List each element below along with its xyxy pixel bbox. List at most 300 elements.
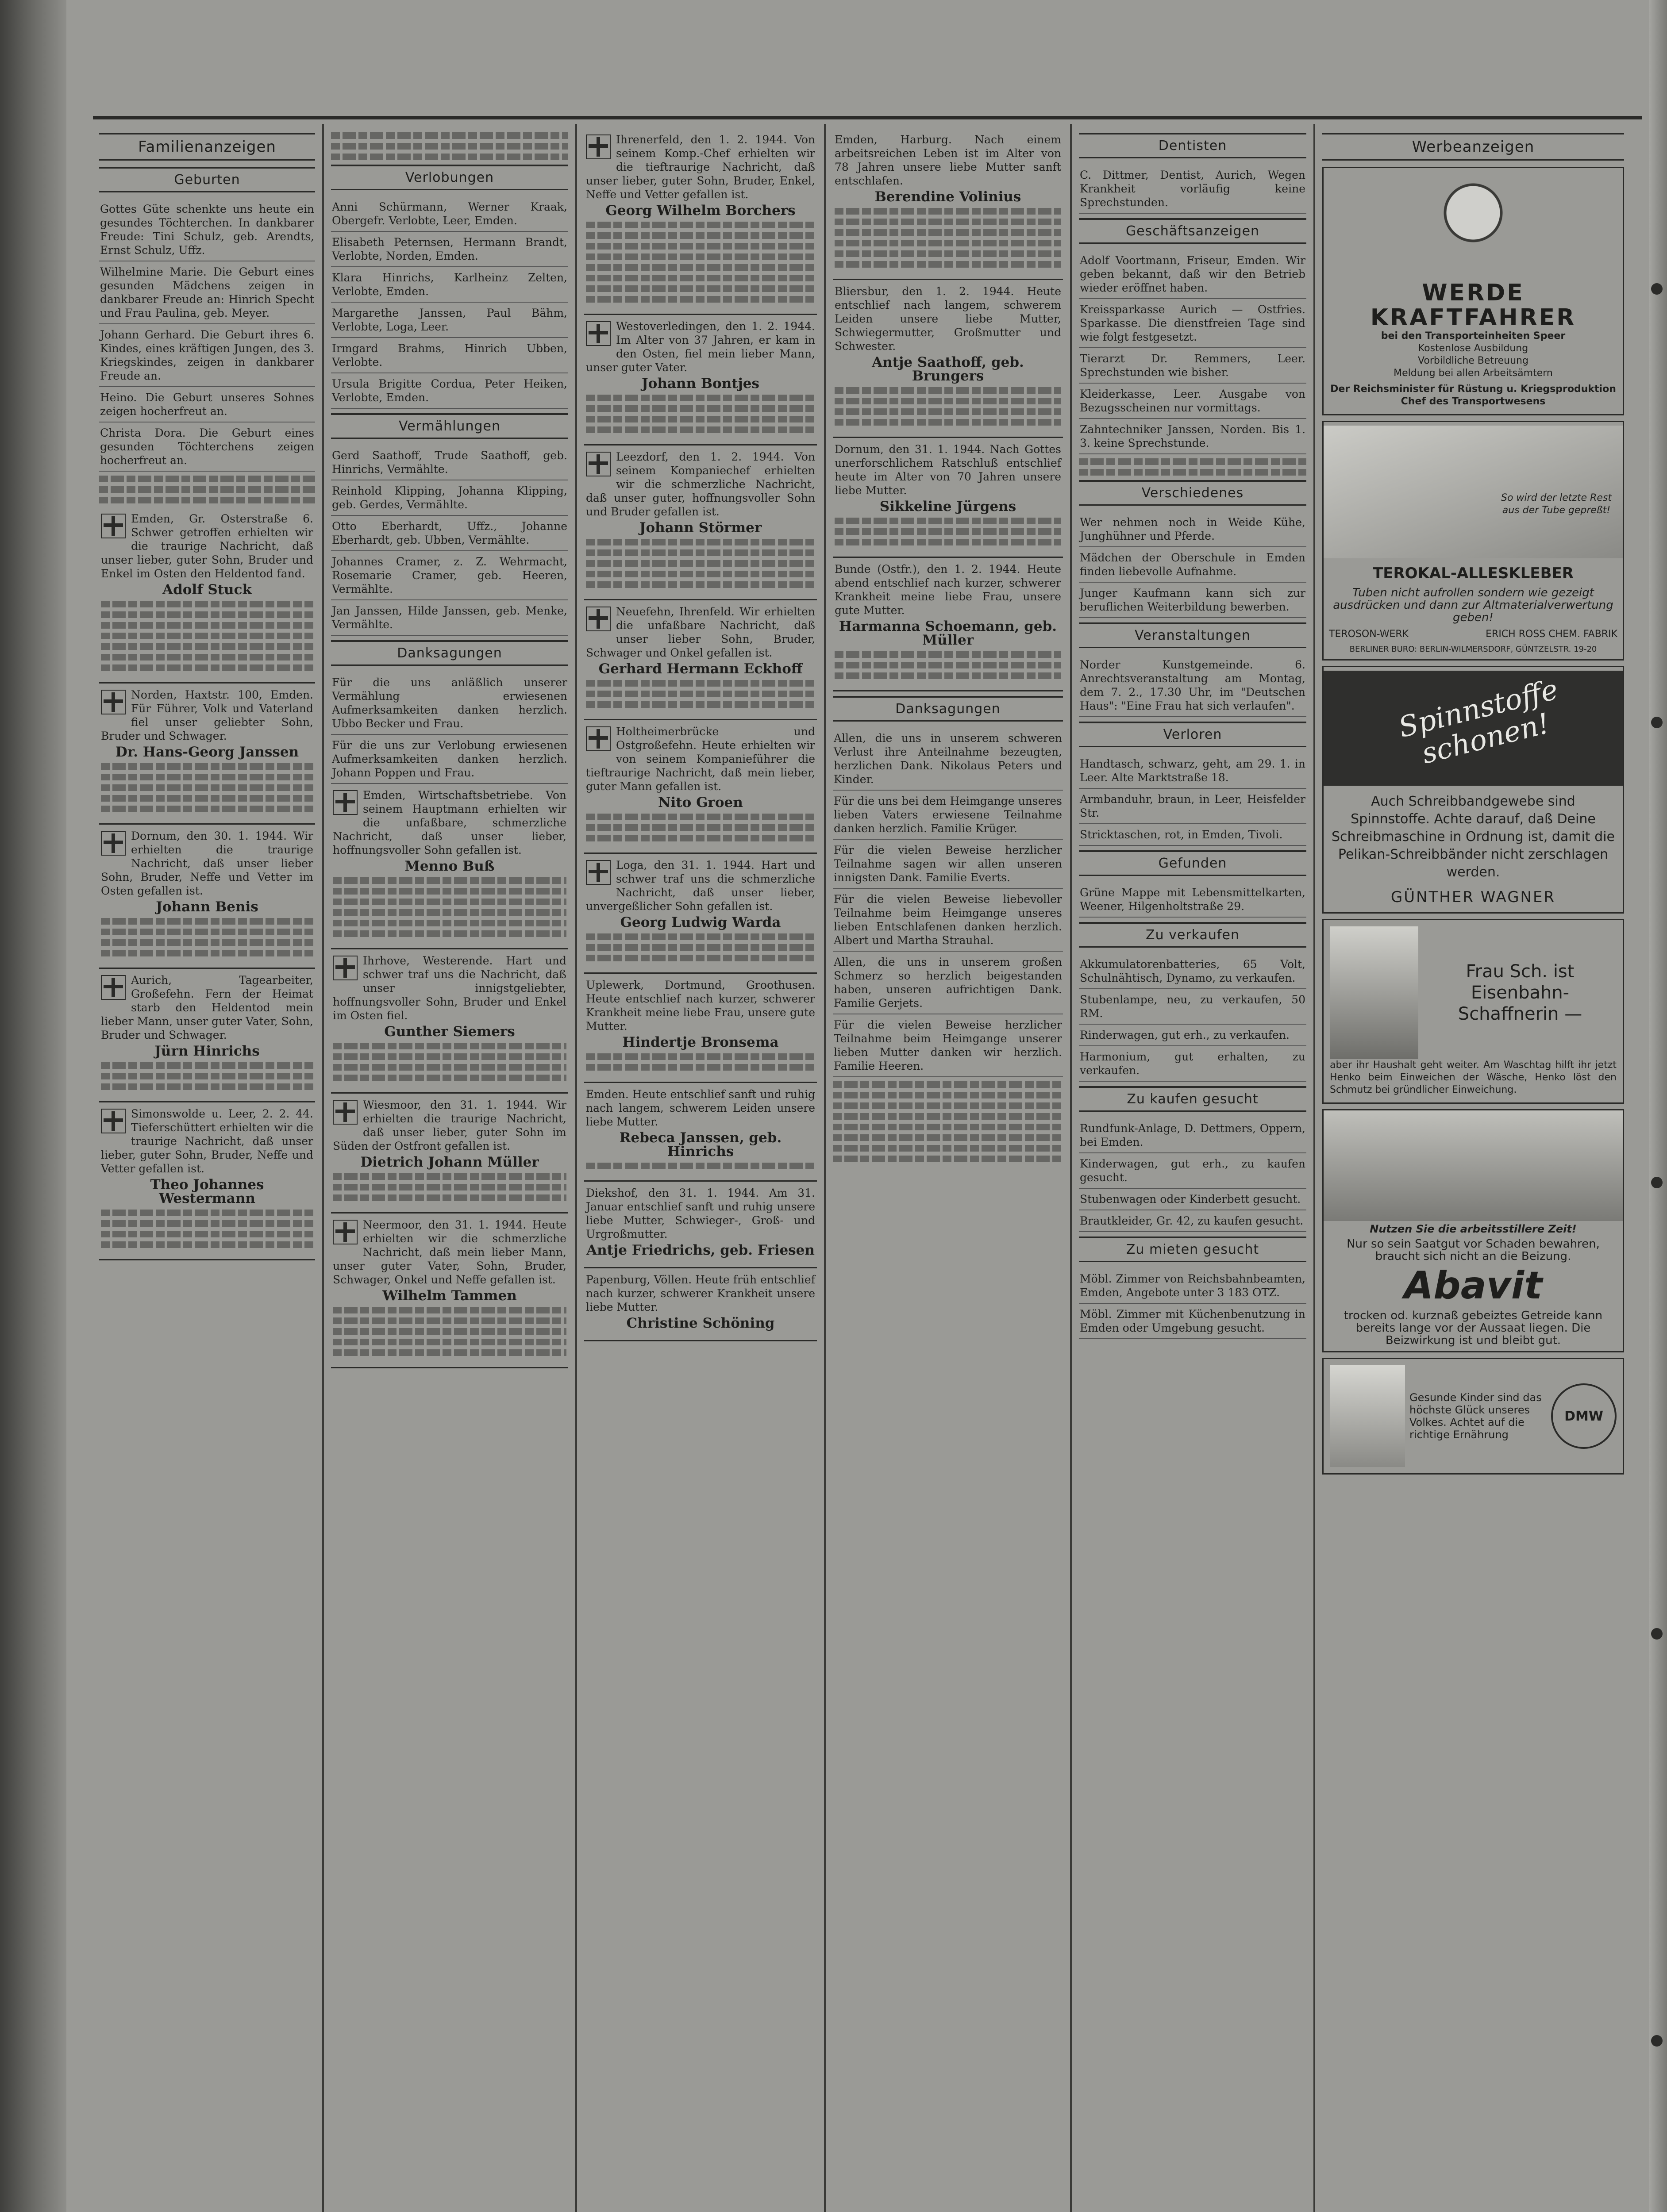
section-header-zu-kaufen-gesucht: Zu kaufen gesucht: [1079, 1086, 1306, 1112]
obituary-text: Im Alter von 37 Jahren, er kam in den Osten, fiel mein lieber Mann, unser guter Vater.: [586, 334, 815, 374]
text-line: [101, 774, 313, 780]
text-line: [101, 939, 313, 946]
notice-place: Bliersbur, den 1. 2. 1944: [835, 285, 1011, 298]
iron-cross-icon: [586, 452, 611, 476]
obituary-name: Jürn Hinrichs: [154, 1043, 260, 1059]
engagement-notice: Margarethe Janssen, Paul Bähm, Verlobte, Loga, Leer.: [331, 303, 568, 338]
birth-notice: Heino. Die Geburt unseres Sohnes zeigen hocherfreut an.: [99, 387, 315, 422]
text-line: [835, 261, 1061, 268]
text-line: [101, 929, 313, 935]
text-line: [586, 539, 815, 545]
for-sale-notice: Rinderwagen, gut erh., zu verkaufen.: [1079, 1025, 1306, 1046]
ad-kraftfahrer: [1322, 167, 1624, 415]
ad-abavit-text: Nur so sein Saatgut vor Schaden bewahren, braucht sich nicht an die Beizung.: [1347, 1237, 1600, 1263]
section-header-verschiedenes: Verschiedenes: [1079, 480, 1306, 506]
notice-place: Uplewerk, Dortmund, Groothusen: [586, 979, 812, 991]
notice-text: Heute entschlief sanft und ruhig nach langem, schwerem Leiden unsere liebe Mutter.: [586, 1088, 815, 1128]
obituary-place: Emden, Wirtschaftsbetriebe: [363, 789, 530, 802]
event-notice: Norder Kunstgemeinde. 6. Anrechtsveranstaltung am Montag, dem 7. 2., 17.30 Uhr, im "Deutschen Haus": "Eine Frau hat sich verlaufen".: [1079, 654, 1306, 717]
conductor-illustration: [1330, 926, 1418, 1059]
text-line: [1079, 458, 1306, 465]
ad-terokal-text: Tuben nicht aufrollen sondern wie gezeigt ausdrücken und dann zur Altmaterialverwertung geben!: [1333, 586, 1613, 624]
text-line: [331, 154, 568, 160]
lost-notice: Handtasch, schwarz, geht, am 29. 1. in Leer. Alte Marktstraße 18.: [1079, 753, 1306, 789]
text-line: [333, 1339, 566, 1345]
text-line: [101, 643, 313, 650]
text-line: [835, 240, 1061, 246]
binding-hole-icon: [1651, 1628, 1663, 1640]
iron-cross-icon: [333, 790, 358, 815]
death-notice: Papenburg, Völlen. Heute früh entschlief nach kurzer, schwerer Krankheit unsere liebe Mutter. Christine Schöning: [584, 1268, 817, 1341]
text-line: [586, 691, 815, 697]
death-notice: Emden, Harburg. Nach einem arbeitsreichen Leben ist im Alter von 78 Jahren unsere liebe Mutter sanft entschlafen. Berendine Volinius: [833, 128, 1063, 280]
obituary-name: Dr. Hans-Georg Janssen: [115, 744, 299, 760]
thanks-notice: Allen, die uns in unserem schweren Verlust ihre Anteilnahme bezeugten, herzlichen Dank. Nikolaus Peters und Kinder.: [833, 728, 1063, 791]
notice-text: Heute früh entschlief nach kurzer, schwerer Krankheit unsere liebe Mutter.: [586, 1273, 815, 1313]
wanted-notice: Brautkleider, Gr. 42, zu kaufen gesucht.: [1079, 1210, 1306, 1232]
ad-kraftfahrer-line: Vorbildliche Betreuung: [1418, 355, 1528, 366]
text-line: [835, 229, 1061, 236]
obituary-text: Hart und schwer traf uns die schmerzliche Nachricht, daß unser lieber, unvergeßlicher Sohn gefallen ist.: [586, 859, 815, 913]
text-line: [833, 1102, 1063, 1109]
binding-hole-icon: [1651, 2035, 1663, 2047]
birth-notice: Gottes Güte schenkte uns heute ein gesundes Töchterchen. In dankbarer Freude: Tini Schulz, geb. Arendts, Ernst Schulz, Uffz.: [99, 199, 315, 261]
death-notice: Uplewerk, Dortmund, Groothusen. Heute entschlief nach kurzer, schwerer Krankheit meine liebe Frau, unsere gute Mutter. Hindertje Bronsema: [584, 974, 817, 1083]
engagement-notice: Klara Hinrichs, Karlheinz Zelten, Verlobte, Emden.: [331, 267, 568, 303]
text-line: [586, 222, 815, 228]
text-line: [333, 888, 566, 895]
child-illustration: [1330, 1365, 1405, 1467]
section-header-danksagungen: Danksagungen: [331, 640, 568, 666]
ad-henko: [1322, 919, 1624, 1104]
text-line: [331, 132, 568, 139]
wedding-notice: Reinhold Klipping, Johanna Klipping, geb. Gerdes, Vermählte.: [331, 480, 568, 516]
wanted-notice: Stubenwagen oder Kinderbett gesucht.: [1079, 1189, 1306, 1210]
obituary-place: Ihrhove, Westerende: [363, 954, 489, 967]
text-line: [586, 814, 815, 820]
text-line: [833, 1156, 1063, 1162]
text-line: [586, 933, 815, 940]
ad-terokal-firm-row: [1324, 626, 1623, 643]
ad-abavit-brand: Abavit: [1404, 1263, 1543, 1308]
obituary-notice: Simonswolde u. Leer, 2. 2. 44. Tieferschüttert erhielten wir die traurige Nachricht, daß unser lieber, guter Sohn, Bruder, Neffe und Vetter gefallen ist. Theo Johannes Westermann: [99, 1102, 315, 1260]
dentist-notice: C. Dittmer, Dentist, Aurich, Wegen Krankheit vorläufig keine Sprechstunden.: [1079, 165, 1306, 214]
ad-abavit-sub: trocken od. kurznaß gebeiztes Getreide kann bereits lange vor der Aussaat liegen. Die Beizwirkung ist und bleibt gut.: [1344, 1309, 1603, 1347]
found-notice: Grüne Mappe mit Lebensmittelkarten, Weener, Hilgenholtstraße 29.: [1079, 882, 1306, 918]
notice-name: Rebeca Janssen, geb. Hinrichs: [619, 1130, 782, 1160]
obituary-place: Wiesmoor, den 31. 1. 1944: [363, 1098, 534, 1111]
obituary-text: Heute erhielten wir die schmerzliche Nachricht, daß mein lieber Mann, unser guter Vater, Sohn, Bruder, Schwager, Onkel und Neffe gefallen ist.: [333, 1218, 566, 1286]
obituary-place: Aurich, Tagearbeiter, Großefehn: [131, 974, 313, 1000]
ad-pelikan-text: Auch Schreibbandgewebe sind Spinnstoffe. Achte darauf, daß Deine Schreibmaschine in Ordnung ist, damit die Pelikan-Schreibbänder nicht zerschlagen werden.: [1331, 794, 1615, 880]
hand-tube-illustration: [1324, 426, 1623, 558]
text-line: [833, 1081, 1063, 1088]
lost-notice: Stricktaschen, rot, in Emden, Tivoli.: [1079, 824, 1306, 846]
obituary-notice: Dornum, den 30. 1. 1944. Wir erhielten die traurige Nachricht, daß unser lieber Sohn, Bruder, Neffe und Vetter im Osten gefallen ist. Johann Benis: [99, 825, 315, 969]
notice-name: Antje Friedrichs, geb. Friesen: [586, 1242, 815, 1258]
death-notice: Emden. Heute entschlief sanft und ruhig nach langem, schwerem Leiden unsere liebe Mutter. Rebeca Janssen, geb. Hinrichs: [584, 1083, 817, 1182]
text-line: [586, 253, 815, 260]
notice-name: Harmanna Schoemann, geb. Müller: [839, 618, 1057, 648]
misc-notice: Junger Kaufmann kann sich zur beruflichen Weiterbildung bewerben.: [1079, 583, 1306, 618]
text-line: [101, 1073, 313, 1079]
rent-wanted-notice: Möbl. Zimmer von Reichsbahnbeamten, Emden, Angebote unter 3 183 OTZ.: [1079, 1268, 1306, 1304]
text-line: [101, 1083, 313, 1090]
obituary-name: Menno Buß: [404, 858, 495, 874]
text-line: [835, 398, 1061, 404]
obituary-notice: Loga, den 31. 1. 1944. Hart und schwer traf uns die schmerzliche Nachricht, daß unser lieber, unvergeßlicher Sohn gefallen ist. Georg Ludwig Warda: [584, 854, 817, 974]
text-line: [833, 1092, 1063, 1098]
notice-place: Emden: [586, 1088, 625, 1101]
column-classifieds: [1073, 128, 1313, 2212]
death-notice: Diekshof, den 31. 1. 1944. Am 31. Januar entschlief sanft und ruhig unsere liebe Mutter, Schwieger-, Groß- und Urgroßmutter. Antje Friedrichs, geb. Friesen: [584, 1182, 817, 1268]
thanks-notice: Für die vielen Beweise herzlicher Teilnahme sagen wir allen unseren innigsten Dank. Familie Everts.: [833, 840, 1063, 889]
obituary-text: Fern der Heimat starb den Heldentod mein lieber Mann, unser guter Vater, Sohn, Bruder und Schwager.: [101, 987, 313, 1041]
text-line: [835, 419, 1061, 426]
driver-portrait-icon: [1416, 179, 1531, 276]
text-line: [1079, 469, 1306, 476]
obituary-name: Johann Benis: [156, 899, 258, 915]
iron-cross-icon: [101, 514, 126, 538]
text-line: [101, 664, 313, 671]
death-notice: Bunde (Ostfr.), den 1. 2. 1944. Heute abend entschlief nach kurzer, schwerer Krankheit meine liebe Frau, unsere gute Mutter. Harmanna Schoemann, geb. Müller: [833, 558, 1063, 691]
text-line: [586, 549, 815, 556]
notice-text: Nach einem arbeitsreichen Leben ist im Alter von 78 Jahren unsere liebe Mutter sanft entschlafen.: [835, 133, 1061, 187]
section-header-verloren: Verloren: [1079, 722, 1306, 747]
notice-place: Diekshof, den 31. 1. 1944: [586, 1187, 756, 1199]
obituary-place: Holtheimerbrücke und Ostgroßefehn: [616, 725, 815, 752]
notice-text: Heute abend entschlief nach kurzer, schwerer Krankheit meine liebe Frau, unsere gute Mutter.: [835, 563, 1062, 617]
ad-pelikan-script: Spinnstoffe schonen!: [1395, 673, 1562, 771]
for-sale-notice: Harmonium, gut erhalten, zu verkaufen.: [1079, 1046, 1306, 1082]
iron-cross-icon: [101, 831, 126, 856]
obituary-place: Neermoor, den 31. 1. 1944: [363, 1218, 523, 1231]
ad-terokal-address: BERLINER BURO: BERLIN-WILMERSDORF, GÜNTZELSTR. 19-20: [1349, 645, 1597, 654]
thanks-notice: Für die uns zur Verlobung erwiesenen Aufmerksamkeiten danken herzlich. Johann Poppen und Frau.: [331, 735, 568, 784]
thanks-notice: Für die uns anläßlich unserer Vermählung erwiesenen Aufmerksamkeiten danken herzlich. Ubbo Becker und Frau.: [331, 672, 568, 735]
text-line: [333, 1307, 566, 1313]
text-line: [333, 1043, 566, 1049]
obituary-notice: Ihrhove, Westerende. Hart und schwer traf uns die Nachricht, daß unser innigstgeliebter, hoffnungsvoller Sohn, Bruder und Enkel im Osten fiel. Gunther Siemers: [331, 949, 568, 1094]
section-header-veranstaltungen: Veranstaltungen: [1079, 622, 1306, 648]
obituary-name: Theo Johannes Westermann: [150, 1177, 264, 1206]
misc-notice: Wer nehmen noch in Weide Kühe, Junghühner und Pferde.: [1079, 512, 1306, 547]
obituary-text: Von seinem Komp.-Chef erhielten wir die tieftraurige Nachricht, daß unser lieber, guter Sohn, Bruder, Enkel, Neffe und Vetter gefallen ist.: [586, 133, 815, 201]
text-line: [835, 219, 1061, 225]
obituary-text: Heute erhielten wir von seinem Kompanieführer die tieftraurige Nachricht, daß mein lieber, guter Mann gefallen ist.: [586, 739, 815, 793]
ad-henko-row: [1330, 926, 1617, 1059]
text-line: [586, 581, 815, 588]
death-notice: Dornum, den 31. 1. 1944. Nach Gottes unerforschlichem Ratschluß entschlief heute im Alter von 70 Jahren unsere liebe Mutter. Sikkeline Jürgens: [833, 438, 1063, 558]
text-line: [101, 654, 313, 661]
notice-text: Heute entschlief nach langem, schwerem Leiden unsere liebe Mutter, Schwiegermutter, Großmutter und Schwester.: [835, 285, 1061, 353]
column-obituaries: [578, 128, 823, 2212]
business-notice: Kleiderkasse, Leer. Ausgabe von Bezugsscheinen nur vormittags.: [1079, 384, 1306, 419]
text-line: [586, 1053, 815, 1060]
column-rule: [322, 124, 324, 2212]
book-spine-shadow: [0, 0, 66, 2212]
obituary-notice: Aurich, Tagearbeiter, Großefehn. Fern der Heimat starb den Heldentod mein lieber Mann, unser guter Vater, Sohn, Bruder und Schwager. Jürn Hinrichs: [99, 969, 315, 1102]
text-line: [333, 1328, 566, 1335]
obituary-notice: Holtheimerbrücke und Ostgroßefehn. Heute erhielten wir von seinem Kompanieführer die tieftraurige Nachricht, daß mein lieber, guter Mann gefallen ist. Nito Groen: [584, 720, 817, 854]
obituary-notice: Leezdorf, den 1. 2. 1944. Von seinem Kompaniechef erhielten wir die schmerzliche Nachricht, daß unser guter, hoffnungsvoller Sohn und Bruder gefallen ist. Johann Störmer: [584, 445, 817, 600]
text-line: [586, 944, 815, 951]
text-line: [333, 920, 566, 926]
text-line: [586, 1163, 815, 1169]
column-rule: [575, 124, 577, 2212]
for-sale-notice: Stubenlampe, neu, zu verkaufen, 50 RM.: [1079, 989, 1306, 1025]
text-line: [586, 955, 815, 961]
text-line: [101, 601, 313, 607]
text-line: [101, 795, 313, 802]
obituary-place: Westoverledingen, den 1. 2. 1944: [616, 320, 812, 333]
text-line: [835, 662, 1061, 668]
obituary-text: Schwer getroffen erhielten wir die traurige Nachricht, daß unser lieber, guter Sohn, Bruder und Enkel im Osten den Heldentod fand.: [101, 526, 313, 580]
text-line: [586, 405, 815, 412]
text-line: [835, 528, 1061, 535]
text-line: [333, 1064, 566, 1071]
iron-cross-icon: [101, 975, 126, 1000]
text-line: [586, 285, 815, 292]
iron-cross-icon: [586, 607, 611, 631]
lost-notice: Armbanduhr, braun, in Leer, Heisfelder Str.: [1079, 789, 1306, 824]
obituary-place: Ihrenerfeld, den 1. 2. 1944: [616, 133, 784, 146]
text-line: [835, 539, 1061, 545]
iron-cross-icon: [586, 726, 611, 751]
section-header-verlobungen: Verlobungen: [331, 165, 568, 190]
text-line: [101, 763, 313, 770]
obituary-name: Georg Wilhelm Borchers: [605, 203, 796, 219]
text-line: [835, 387, 1061, 394]
ad-terokal-firm: TEROSON-WERK: [1329, 629, 1409, 640]
dmw-badge-icon: DMW: [1551, 1383, 1617, 1449]
notice-name: Christine Schöning: [626, 1315, 775, 1331]
rent-wanted-notice: Möbl. Zimmer mit Küchenbenutzung in Emden oder Umgebung gesucht.: [1079, 1304, 1306, 1339]
obituary-name: Johann Bontjes: [642, 376, 759, 392]
wanted-notice: Kinderwagen, gut erh., zu kaufen gesucht.: [1079, 1153, 1306, 1189]
section-header-geschaeftsanzeigen: Geschäftsanzeigen: [1079, 218, 1306, 244]
iron-cross-icon: [333, 956, 358, 980]
ad-dmw-text: Gesunde Kinder sind das höchste Glück unseres Volkes. Achtet auf die richtige Ernährung: [1409, 1391, 1542, 1441]
section-header-werbeanzeigen: Werbeanzeigen: [1322, 133, 1624, 161]
text-line: [333, 899, 566, 905]
text-line: [333, 1317, 566, 1324]
text-line: [586, 416, 815, 422]
iron-cross-icon: [101, 1109, 126, 1133]
column-rule: [1313, 124, 1315, 2212]
obituary-notice: Wiesmoor, den 31. 1. 1944. Wir erhielten die traurige Nachricht, daß unser lieber, guter Sohn im Süden der Ostfront gefallen ist. Dietrich Johann Müller: [331, 1094, 568, 1214]
ad-kraftfahrer-line: Kostenlose Ausbildung: [1418, 343, 1528, 354]
ad-henko-title: Frau Sch. ist Eisenbahn-Schaffnerin —: [1458, 961, 1582, 1024]
text-line: [101, 622, 313, 629]
text-line: [331, 143, 568, 150]
text-line: [333, 1184, 566, 1190]
column-family-notices: [93, 128, 321, 2212]
business-notice: Tierarzt Dr. Remmers, Leer. Sprechstunden wie bisher.: [1079, 348, 1306, 384]
text-line: [333, 1173, 566, 1180]
obituary-text: Wir erhielten die traurige Nachricht, daß unser lieber, guter Sohn im Süden der Ostfront gefallen ist.: [333, 1098, 566, 1152]
obituary-notice: Ihrenerfeld, den 1. 2. 1944. Von seinem Komp.-Chef erhielten wir die tieftraurige Nachricht, daß unser lieber, guter Sohn, Bruder, Enkel, Neffe und Vetter gefallen ist. Georg Wilhelm Borchers: [584, 128, 817, 315]
iron-cross-icon: [101, 690, 126, 714]
ad-kraftfahrer-title1: WERDE: [1422, 280, 1525, 306]
text-line: [586, 296, 815, 303]
text-line: [833, 1113, 1063, 1120]
top-rule: [93, 116, 1642, 119]
text-line: [586, 824, 815, 831]
business-notice: Adolf Voortmann, Friseur, Emden. Wir geben bekannt, daß wir den Betrieb wieder eröffnet haben.: [1079, 250, 1306, 299]
thanks-notice: Für die uns bei dem Heimgange unseres lieben Vaters erwiesene Teilnahme danken herzlich. Familie Krüger.: [833, 791, 1063, 840]
ad-terokal-brand: TEROKAL-ALLESKLEBER: [1373, 565, 1574, 582]
obituary-text: Von seinem Hauptmann erhielten wir die unfaßbare, schmerzliche Nachricht, daß unser lieber, hoffnungsvoller Sohn gefallen ist.: [333, 789, 566, 856]
obituary-place: Norden, Haxtstr. 100, Emden: [131, 688, 310, 701]
obituary-text: Für Führer, Volk und Vaterland fiel unser geliebter Sohn, Bruder und Schwager.: [101, 702, 313, 742]
obituary-place: Dornum, den 30. 1. 1944: [131, 830, 284, 842]
obituary-notice: Westoverledingen, den 1. 2. 1944. Im Alter von 37 Jahren, er kam in den Osten, fiel mein lieber Mann, unser guter Vater. Johann Bontjes: [584, 315, 817, 445]
text-line: [333, 909, 566, 916]
text-line: [835, 518, 1061, 524]
notice-name: Sikkeline Jürgens: [879, 499, 1016, 515]
text-line: [586, 1064, 815, 1071]
obituary-notice: Emden, Wirtschaftsbetriebe. Von seinem Hauptmann erhielten wir die unfaßbare, schmerzliche Nachricht, daß unser lieber, hoffnungsvoller Sohn gefallen ist. Menno Buß: [331, 784, 568, 949]
notice-name: Hindertje Bronsema: [622, 1034, 779, 1050]
text-line: [586, 243, 815, 250]
birth-notice: Wilhelmine Marie. Die Geburt eines gesunden Mädchens zeigen in dankbarer Freude an: Hinrich Specht und Frau Paulina, geb. Meyer.: [99, 261, 315, 324]
obituary-name: Gunther Siemers: [384, 1024, 515, 1040]
text-line: [586, 560, 815, 567]
obituary-place: Simonswolde u. Leer, 2. 2. 44: [131, 1107, 310, 1120]
obituary-name: Nito Groen: [658, 795, 743, 810]
text-line: [833, 1134, 1063, 1141]
binding-hole-icon: [1651, 717, 1663, 728]
column-advertisements: [1316, 128, 1630, 2212]
ad-terokal: [1322, 421, 1624, 661]
notice-text: Am 31. Januar entschlief sanft und ruhig unsere liebe Mutter, Schwieger-, Groß- und Urgroßmutter.: [586, 1187, 815, 1240]
obituary-notice: Emden, Gr. Osterstraße 6. Schwer getroffen erhielten wir die traurige Nachricht, daß unser lieber, guter Sohn, Bruder und Enkel im Osten den Heldentod fand. Adolf Stuck: [99, 507, 315, 684]
engagement-notice: Elisabeth Peternsen, Hermann Brandt, Verlobte, Norden, Emden.: [331, 232, 568, 267]
section-header-zu-mieten-gesucht: Zu mieten gesucht: [1079, 1237, 1306, 1262]
birth-notice: Christa Dora. Die Geburt eines gesunden Töchterchens zeigen hocherfreut an.: [99, 422, 315, 472]
text-line: [835, 208, 1061, 215]
obituary-name: Wilhelm Tammen: [382, 1288, 517, 1304]
business-notice: Kreissparkasse Aurich — Ostfries. Sparkasse. Die dienstfreien Tage sind wie folgt festgesetzt.: [1079, 299, 1306, 348]
obituary-text: Hart und schwer traf uns die Nachricht, daß unser innigstgeliebter, hoffnungsvoller Sohn, Bruder und Enkel im Osten fiel.: [333, 954, 566, 1022]
ad-kraftfahrer-sub: bei den Transporteinheiten Speer: [1381, 330, 1566, 342]
binding-hole-icon: [1651, 283, 1663, 295]
text-line: [99, 476, 315, 482]
ad-terokal-slogan: So wird der letzte Rest aus der Tube gepreßt!: [1501, 492, 1612, 516]
ad-pelikan: [1322, 666, 1624, 914]
obituary-place: Leezdorf, den 1. 2. 1944: [616, 450, 781, 463]
ad-pelikan-brand: GÜNTHER WAGNER: [1390, 888, 1556, 906]
text-line: [101, 1062, 313, 1069]
text-line: [586, 264, 815, 271]
text-line: [101, 1231, 313, 1237]
obituary-name: Georg Ludwig Warda: [620, 914, 781, 930]
obituary-notice: Norden, Haxtstr. 100, Emden. Für Führer, Volk und Vaterland fiel unser geliebter Sohn, Bruder und Schwager. Dr. Hans-Georg Janssen: [99, 684, 315, 825]
text-line: [333, 877, 566, 884]
section-header-zu-verkaufen: Zu verkaufen: [1079, 922, 1306, 948]
text-line: [835, 672, 1061, 679]
notice-name: Berendine Volinius: [874, 189, 1021, 205]
text-line: [101, 611, 313, 618]
binding-hole-icon: [1651, 1177, 1663, 1188]
notice-place: Papenburg, Völlen: [586, 1273, 689, 1286]
text-line: [586, 426, 815, 433]
ad-kraftfahrer-sender: Der Reichsminister für Rüstung u. Kriegsproduktion: [1330, 384, 1616, 395]
section-header-vermaehlungen: Vermählungen: [331, 413, 568, 439]
birth-notice: Johann Gerhard. Die Geburt ihres 6. Kindes, eines kräftigen Jungen, des 3. Kriegskindes, zeigen in dankbarer Freude an.: [99, 324, 315, 387]
for-sale-notice: Akkumulatorenbatteries, 65 Volt, Schulnähtisch, Dynamo, zu verkaufen.: [1079, 954, 1306, 989]
obituary-name: Dietrich Johann Müller: [360, 1154, 539, 1170]
notice-place: Bunde (Ostfr.), den 1. 2. 1944: [835, 563, 1017, 576]
farmer-illustration: [1324, 1110, 1623, 1221]
text-line: [586, 680, 815, 687]
section-header-geburten: Geburten: [99, 167, 315, 192]
text-line: [586, 835, 815, 841]
text-line: [101, 784, 313, 791]
engagement-notice: Anni Schürmann, Werner Kraak, Obergefr. Verlobte, Leer, Emden.: [331, 196, 568, 232]
iron-cross-icon: [586, 134, 611, 159]
text-line: [833, 1124, 1063, 1130]
text-line: [586, 275, 815, 281]
ad-dmw: [1322, 1358, 1624, 1475]
wanted-notice: Rundfunk-Anlage, D. Dettmers, Oppern, bei Emden.: [1079, 1118, 1306, 1153]
ad-henko-text: aber ihr Haushalt geht weiter. Am Waschtag hilft ihr jetzt Henko beim Einweichen der Wäsche, Henko löst den Schmutz bei gründlicher Einweichung.: [1330, 1060, 1617, 1095]
obituary-notice: Neermoor, den 31. 1. 1944. Heute erhielten wir die schmerzliche Nachricht, daß mein lieber Mann, unser guter Vater, Sohn, Bruder, Schwager, Onkel und Neffe gefallen ist. Wilhelm Tammen: [331, 1214, 568, 1368]
ad-kraftfahrer-line: Meldung bei allen Arbeitsämtern: [1394, 368, 1553, 379]
text-line: [101, 1220, 313, 1227]
thanks-notice: Für die vielen Beweise liebevoller Teilnahme beim Heimgange unseres lieben Entschlafenen danken herzlich. Albert und Martha Strauhal.: [833, 889, 1063, 952]
obituary-place: Emden, Gr. Osterstraße 6: [131, 512, 310, 525]
text-line: [101, 633, 313, 639]
obituary-text: Tieferschüttert erhielten wir die traurige Nachricht, daß unser lieber, guter Sohn, Bruder, Neffe und Vetter gefallen ist.: [101, 1121, 313, 1175]
wedding-notice: Jan Janssen, Hilde Janssen, geb. Menke, Vermählte.: [331, 600, 568, 636]
ad-abavit-slogan: Nutzen Sie die arbeitsstillere Zeit!: [1370, 1223, 1577, 1235]
text-line: [101, 1210, 313, 1216]
text-line: [101, 918, 313, 925]
text-line: [99, 497, 315, 503]
notice-name: Antje Saathoff, geb. Brungers: [872, 354, 1024, 384]
thanks-notice: Für die vielen Beweise herzlicher Teilnahme beim Heimgange unserer lieben Mutter danken wir herzlich. Familie Heeren.: [833, 1014, 1063, 1077]
obituary-notice: Neuefehn, Ihrenfeld. Wir erhielten die unfaßbare Nachricht, daß unser lieber Sohn, Bruder, Schwager und Onkel gefallen ist. Gerhard Hermann Eckhoff: [584, 600, 817, 720]
text-line: [101, 1241, 313, 1248]
text-line: [333, 1194, 566, 1201]
obituary-name: Gerhard Hermann Eckhoff: [598, 661, 803, 677]
text-line: [333, 930, 566, 937]
notice-text: Heute entschlief nach kurzer, schwerer Krankheit meine liebe Frau, unsere gute Mutter.: [586, 992, 815, 1033]
obituary-text: Von seinem Kompaniechef erhielten wir die schmerzliche Nachricht, daß unser guter, hoffnungsvoller Sohn und Bruder gefallen ist.: [586, 450, 815, 518]
thanks-notice: Allen, die uns in unserem großen Schmerz so herzlich beigestanden haben, unseren aufrichtigen Dank. Familie Gerjets.: [833, 952, 1063, 1014]
iron-cross-icon: [333, 1100, 358, 1125]
text-line: [835, 250, 1061, 257]
obituary-place: Neuefehn, Ihrenfeld: [616, 605, 731, 618]
notice-text: Nach Gottes unerforschlichem Ratschluß entschlief heute im Alter von 70 Jahren unsere liebe Mutter.: [835, 443, 1061, 497]
ad-terokal-firm2: ERICH ROSS CHEM. FABRIK: [1486, 629, 1617, 640]
engagement-notice: Ursula Brigitte Cordua, Peter Heiken, Verlobte, Emden.: [331, 373, 568, 409]
text-line: [333, 1053, 566, 1060]
wedding-notice: Otto Eberhardt, Uffz., Johanne Eberhardt, geb. Ubben, Vermählte.: [331, 516, 568, 551]
column-death-notices: [827, 128, 1069, 2212]
text-line: [101, 806, 313, 812]
obituary-text: Wir erhielten die traurige Nachricht, daß unser lieber Sohn, Bruder, Neffe und Vetter im Osten gefallen ist.: [101, 830, 313, 897]
notice-place: Emden, Harburg: [835, 133, 948, 146]
page-edge: [1649, 0, 1667, 2212]
text-line: [101, 950, 313, 956]
ad-kraftfahrer-sender2: Chef des Transportwesens: [1401, 396, 1546, 407]
section-header-danksagungen: Danksagungen: [833, 696, 1063, 722]
text-line: [835, 408, 1061, 415]
misc-notice: Mädchen der Oberschule in Emden finden liebevolle Aufnahme.: [1079, 547, 1306, 583]
